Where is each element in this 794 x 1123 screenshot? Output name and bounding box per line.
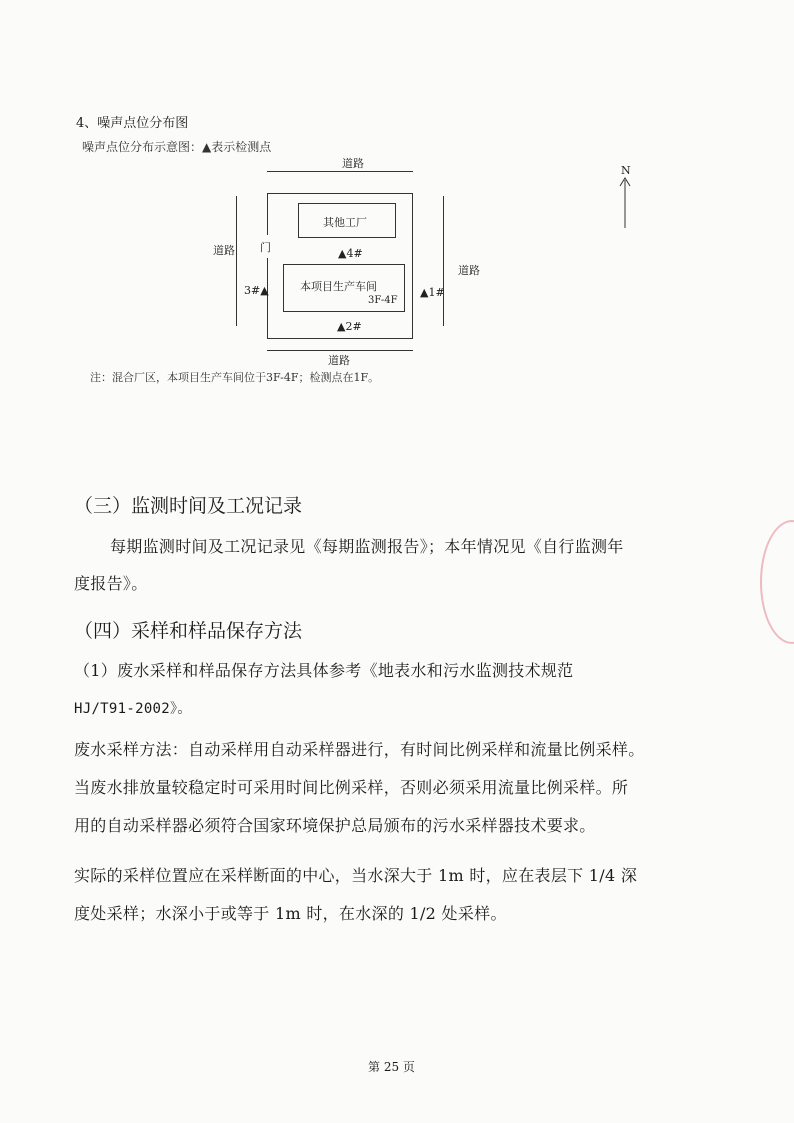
section-3-line-2: 度报告》。 — [74, 574, 148, 593]
road-bottom-line — [267, 350, 413, 351]
seal-stamp — [760, 520, 794, 644]
site-boundary-left-lower — [267, 258, 268, 338]
site-boundary-top — [267, 193, 413, 194]
section-3-line-1: 每期监测时间及工况记录见《每期监测报告》；本年情况见《自行监测年 — [110, 537, 624, 556]
page-number: 第 25 页 — [368, 1060, 415, 1074]
other-factory-label: 其他工厂 — [323, 216, 367, 229]
point-3: 3#▲ — [244, 284, 269, 297]
road-left-line — [236, 196, 237, 326]
para-2-line-3: 用的自动采样器必须符合国家环境保护总局颁布的污水采样器技术要求。 — [74, 816, 596, 835]
workshop-box — [283, 264, 405, 312]
para-1-line-1: （1）废水采样和样品保存方法具体参考《地表水和污水监测技术规范 — [74, 661, 574, 680]
para-1-line-2: HJ/T91-2002》。 — [74, 701, 192, 717]
point-2: ▲2# — [337, 320, 362, 333]
point-4: ▲4# — [338, 247, 363, 260]
site-boundary-bottom — [267, 338, 413, 339]
para-3-line-1: 实际的采样位置应在采样断面的中心，当水深大于 1m 时，应在表层下 1/4 深 — [74, 866, 638, 885]
section-3-heading: （三）监测时间及工况记录 — [74, 495, 303, 517]
para-2-line-2: 当废水排放量较稳定时可采用时间比例采样，否则必须采用流量比例采样。所 — [74, 778, 629, 797]
road-left-label: 道路 — [213, 244, 235, 257]
para-2-line-1: 废水采样方法：自动采样用自动采样器进行，有时间比例采样和流量比例采样。 — [74, 740, 645, 759]
diagram-note: 注：混合厂区，本项目生产车间位于3F-4F；检测点在1F。 — [90, 371, 380, 384]
workshop-label: 本项目生产车间 — [300, 280, 377, 293]
para-3-line-2: 度处采样；水深小于或等于 1m 时，在水深的 1/2 处采样。 — [74, 904, 507, 923]
diagram-legend: 噪声点位分布示意图：▲表示检测点 — [82, 140, 272, 154]
gate-label: 门 — [260, 241, 271, 254]
site-boundary-left-upper — [267, 193, 268, 235]
point-1: ▲1# — [420, 286, 445, 299]
road-bottom-label: 道路 — [328, 354, 350, 367]
road-top-label: 道路 — [342, 157, 364, 170]
section-title: 4、噪声点位分布图 — [76, 116, 189, 131]
road-top-line — [267, 171, 413, 172]
other-factory-box — [298, 203, 396, 238]
section-4-heading: （四）采样和样品保存方法 — [74, 620, 303, 642]
workshop-floor-label: 3F-4F — [368, 295, 398, 306]
north-label: N — [621, 164, 631, 177]
road-right-line — [443, 196, 444, 326]
north-arrow-icon — [616, 176, 634, 230]
road-right-label: 道路 — [458, 264, 480, 277]
site-boundary-right — [412, 193, 413, 338]
